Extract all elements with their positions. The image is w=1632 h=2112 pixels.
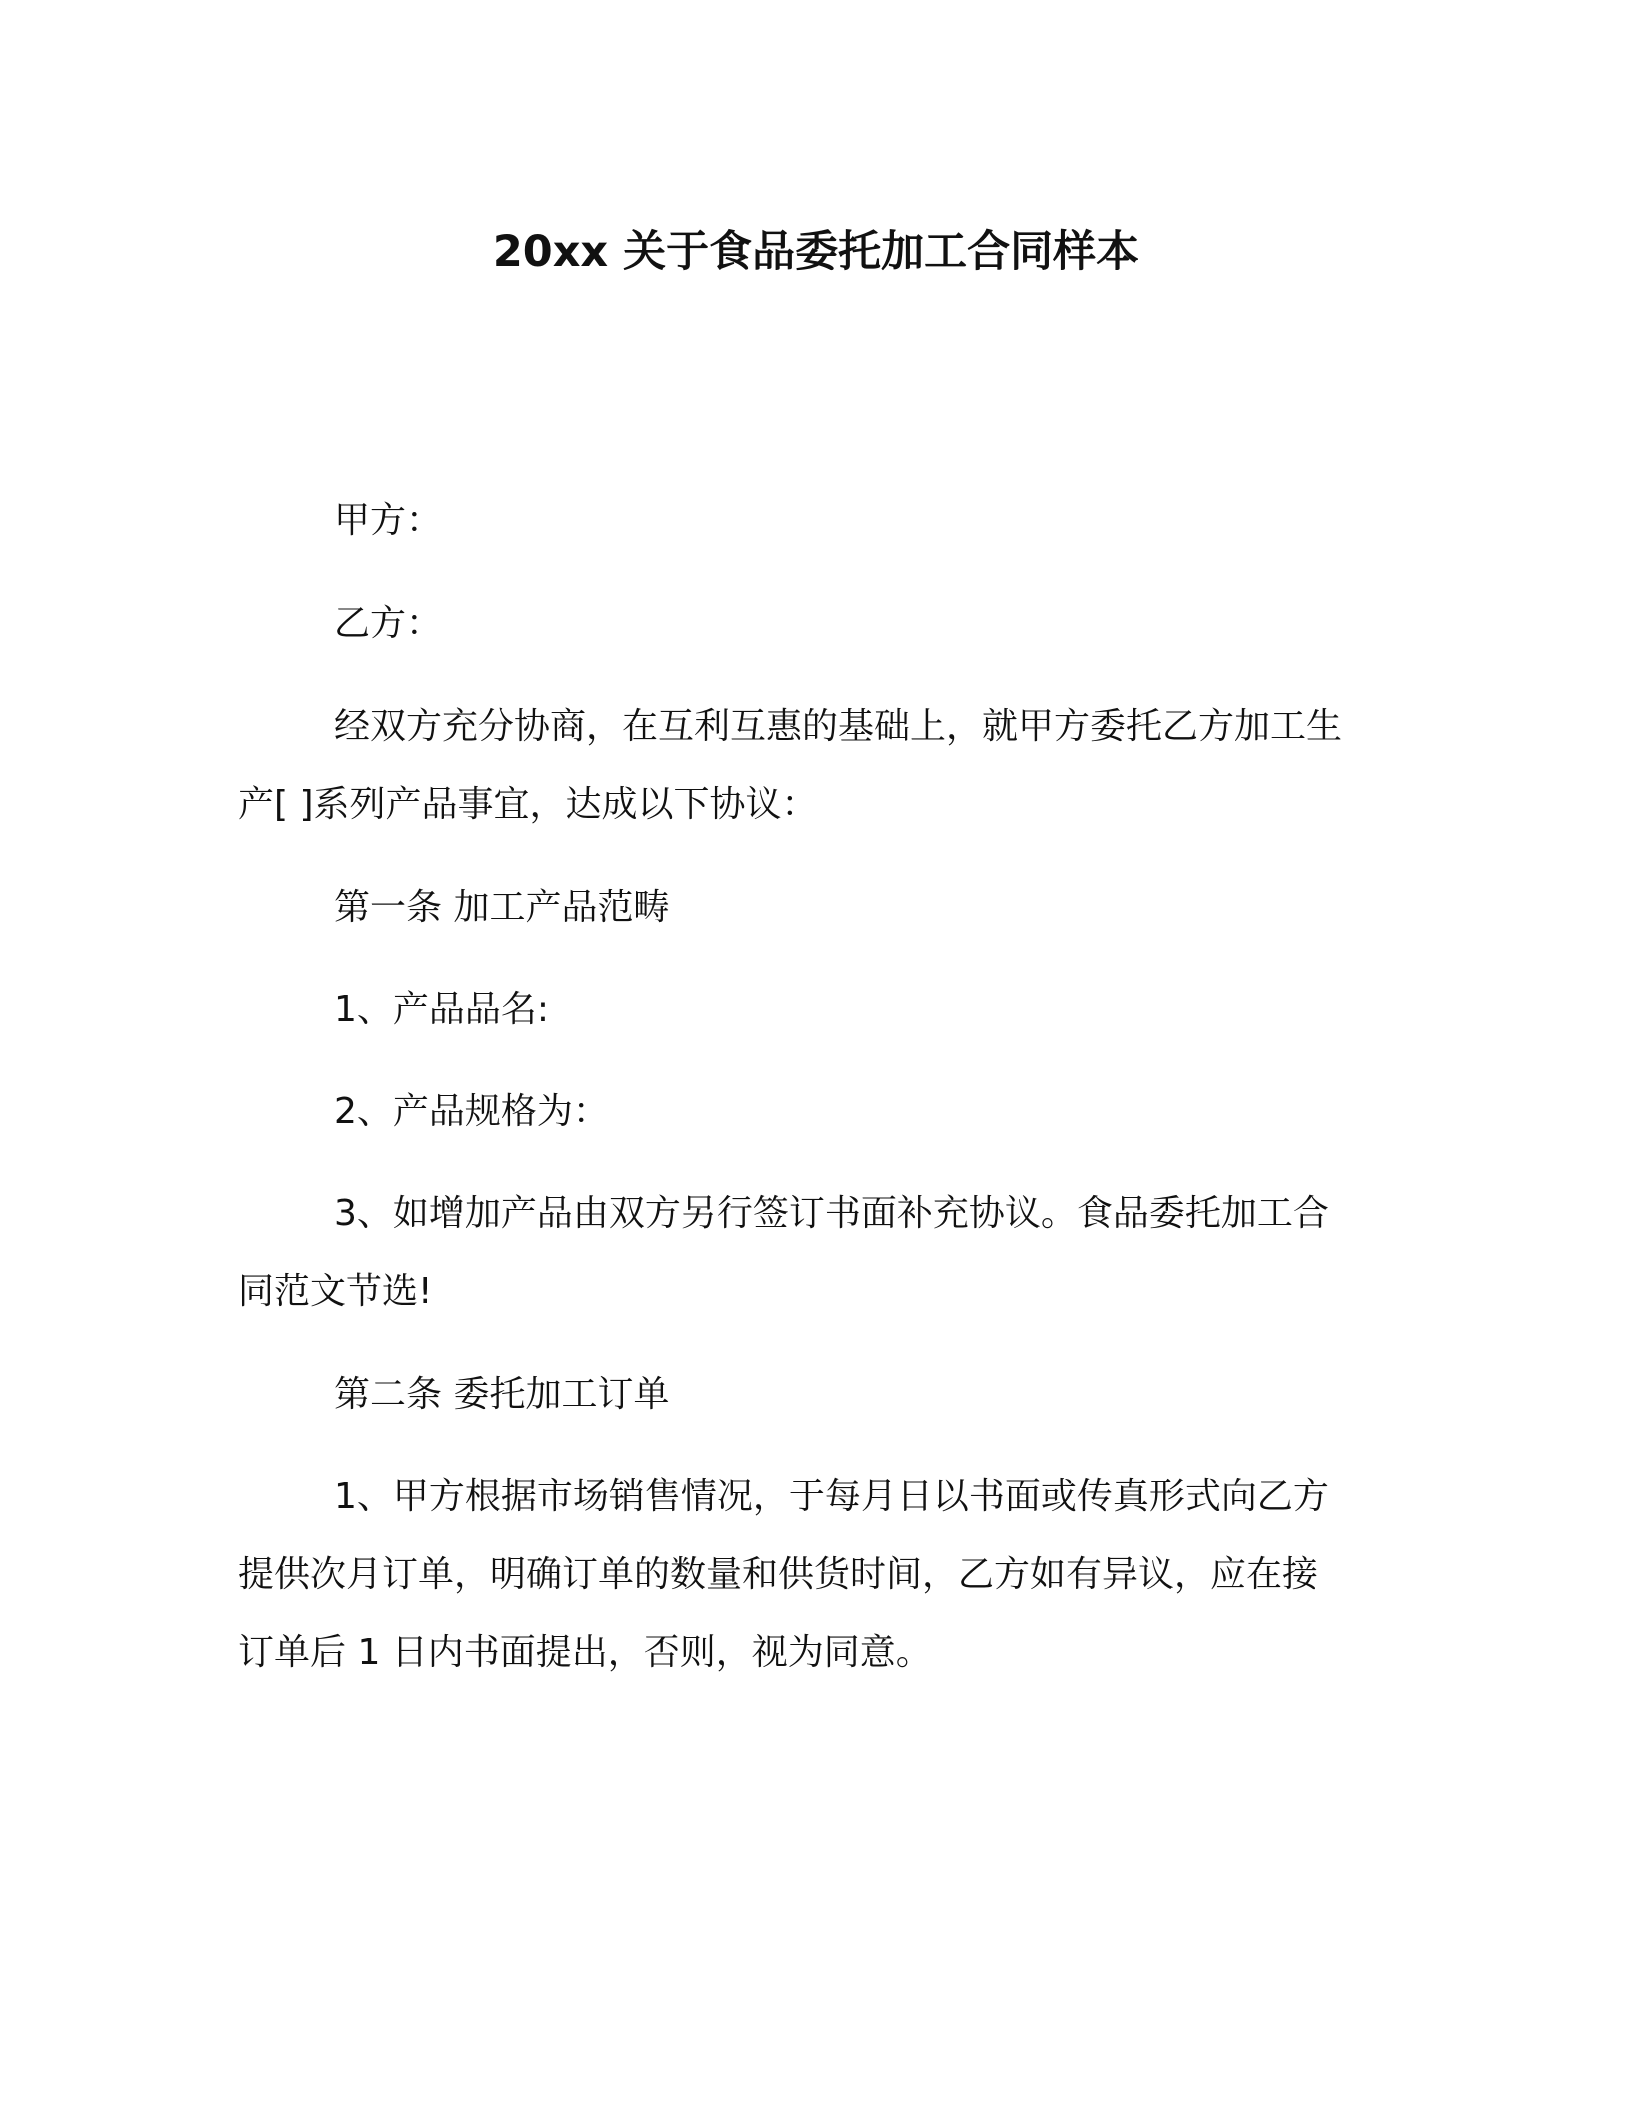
document-title: 20xx 关于食品委托加工合同样本 — [492, 227, 1140, 277]
article-one-heading — [238, 869, 1394, 947]
product-addition-item — [238, 1175, 1394, 1331]
paragraph-line: 同范文节选! — [238, 1271, 433, 1312]
product-spec-item — [238, 1073, 1394, 1151]
paragraph-line: 提供次月订单，明确订单的数量和供货时间，乙方如有异议，应在接 — [238, 1554, 1319, 1595]
paragraph-line: 1、产品品名: — [334, 989, 550, 1030]
paragraph-line: 第二条 委托加工订单 — [334, 1374, 670, 1415]
party-b-line — [238, 585, 1394, 663]
article-two-heading — [238, 1356, 1394, 1434]
paragraph-line: 3、如增加产品由双方另行签订书面补充协议。食品委托加工合 — [334, 1193, 1329, 1234]
paragraph-line: 甲方： — [334, 500, 443, 541]
paragraph-line: 第一条 加工产品范畴 — [334, 887, 670, 928]
paragraph-line: 乙方： — [334, 603, 443, 644]
order-clause-paragraph — [238, 1458, 1394, 1692]
paragraph-line: 1、甲方根据市场销售情况，于每月日以书面或传真形式向乙方 — [334, 1476, 1329, 1517]
product-name-item — [238, 971, 1394, 1049]
paragraph-line: 产[ ]系列产品事宜，达成以下协议： — [238, 784, 818, 825]
party-a-line — [238, 482, 1394, 560]
preamble-paragraph — [238, 688, 1394, 844]
paragraph-line: 订单后 1 日内书面提出，否则，视为同意。 — [238, 1632, 932, 1673]
paragraph-line: 2、产品规格为： — [334, 1091, 609, 1132]
paragraph-line: 经双方充分协商，在互利互惠的基础上，就甲方委托乙方加工生 — [334, 706, 1343, 747]
